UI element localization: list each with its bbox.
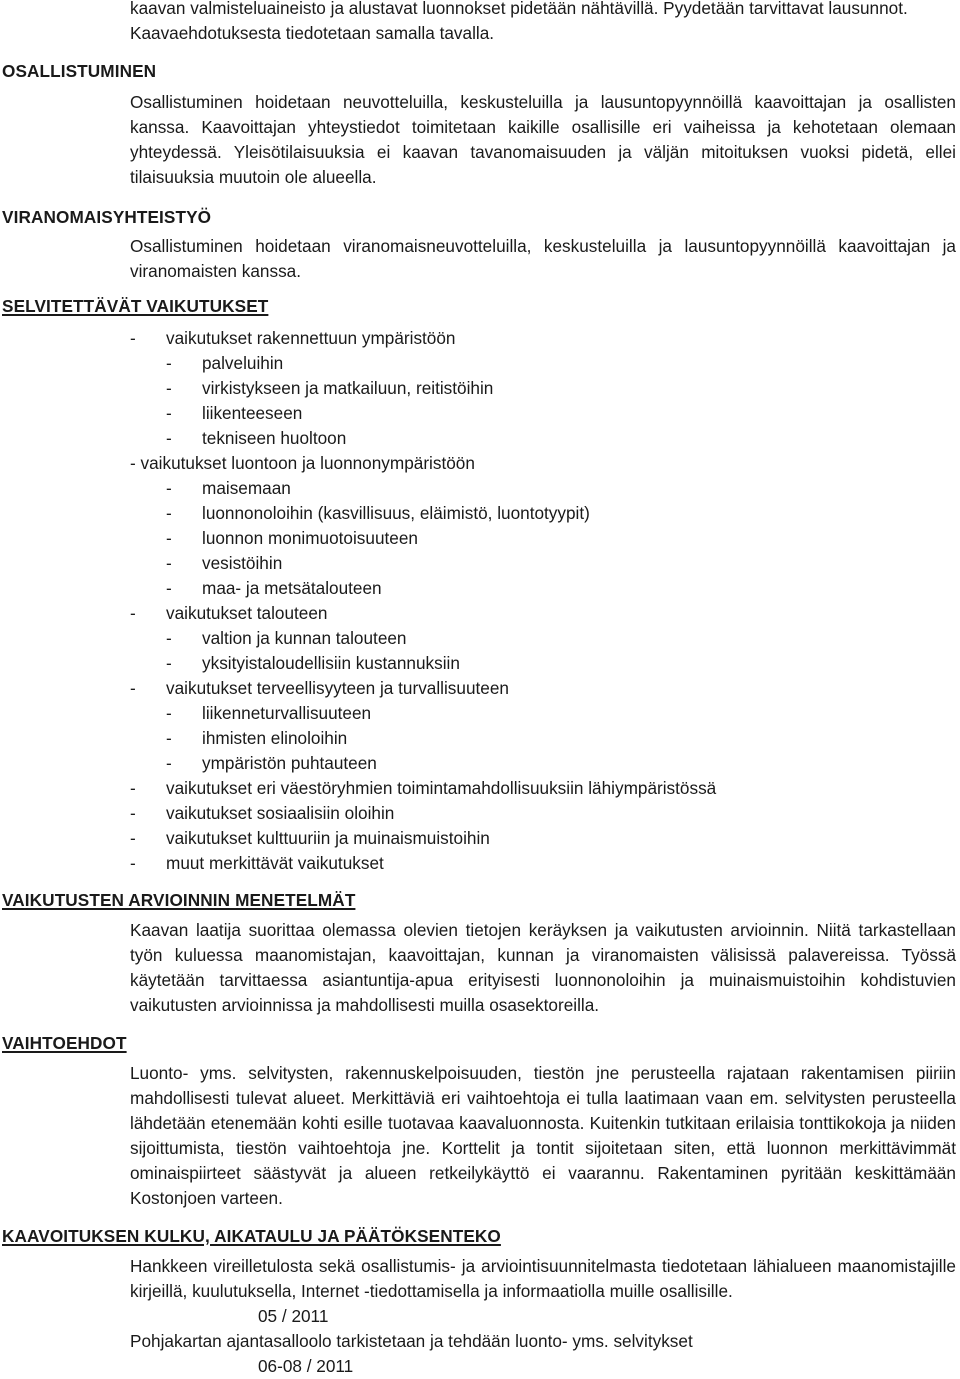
paragraph-arvioinnin-menetelmat: Kaavan laatija suorittaa olemassa olevien tietojen keräyksen ja vaikutusten arvioinnin. Niitä tarkastellaan työn kuluessa maanomistajan, kaavoittajan, kunnan ja viranomaisten välisissä palavereissa. Työssä käytetään tarvittaessa asiantuntija-apua erityisesti luonnonoloihin ja muinaismuistoihin kohdistuvien vaikutusten arvioinnissa ja mahdollisesti muilla osasektoreilla. xyxy=(130,920,956,1015)
list-item-text: ympäristön puhtauteen xyxy=(202,753,377,773)
list-item-text: maisemaan xyxy=(202,478,291,498)
list-bullet: - xyxy=(166,553,172,573)
list-item-text: maa- ja metsätalouteen xyxy=(202,578,382,598)
list-bullet: - xyxy=(166,353,172,373)
list-bullet: - xyxy=(166,753,172,773)
list-bullet: - xyxy=(130,678,136,698)
heading-osallistuminen: OSALLISTUMINEN xyxy=(2,61,157,81)
list-item-text: tekniseen huoltoon xyxy=(202,428,347,448)
list-bullet: - xyxy=(166,428,172,448)
list-item-text: vaikutukset talouteen xyxy=(166,603,328,623)
list-bullet: - xyxy=(130,853,136,873)
list-bullet: - xyxy=(166,528,172,548)
list-bullet: - xyxy=(130,603,136,623)
schedule-date-2: 06-08 / 2011 xyxy=(258,1356,354,1376)
list-bullet: - xyxy=(166,653,172,673)
heading-arvioinnin-menetelmat: VAIKUTUSTEN ARVIOINNIN MENETELMÄT xyxy=(2,890,356,910)
list-item-text: vaikutukset eri väestöryhmien toimintamahdollisuuksiin lähiympäristössä xyxy=(166,778,717,798)
list-item-text: palveluihin xyxy=(202,353,284,373)
list-item-text: yksityistaloudellisiin kustannuksiin xyxy=(202,653,460,673)
heading-selvitettavat-vaikutukset: SELVITETTÄVÄT VAIKUTUKSET xyxy=(2,296,269,316)
list-item-text: vaikutukset kulttuuriin ja muinaismuistoihin xyxy=(166,828,490,848)
list-item-text: vaikutukset terveellisyyteen ja turvallisuuteen xyxy=(166,678,509,698)
schedule-date-1: 05 / 2011 xyxy=(258,1306,329,1326)
list-item-text: luonnon monimuotoisuuteen xyxy=(202,528,418,548)
list-bullet: - xyxy=(166,478,172,498)
list-item-text: vaikutukset rakennettuun ympäristöön xyxy=(166,328,456,348)
schedule-step-1: Pohjakartan ajantasalloolo tarkistetaan ja tehdään luonto- yms. selvitykset xyxy=(130,1331,693,1351)
list-item-text: liikenneturvallisuuteen xyxy=(202,703,372,723)
intro-line-1: kaavan valmisteluaineisto ja alustavat luonnokset pidetään nähtävillä. Pyydetään tarvittavat lausunnot. xyxy=(130,0,908,18)
list-item-text: ihmisten elinoloihin xyxy=(202,728,348,748)
list-item-text: virkistykseen ja matkailuun, reitistöihin xyxy=(202,378,494,398)
list-bullet: - xyxy=(166,728,172,748)
heading-kaavoituksen-kulku: KAAVOITUKSEN KULKU, AIKATAULU JA PÄÄTÖKSENTEKO xyxy=(2,1226,501,1246)
intro-line-2: Kaavaehdotuksesta tiedotetaan samalla tavalla. xyxy=(130,23,495,43)
list-bullet: - xyxy=(130,803,136,823)
paragraph-osallistuminen: Osallistuminen hoidetaan neuvotteluilla, keskusteluilla ja lausuntopyynnöillä kaavoittajan ja osallisten kanssa. Kaavoittajan yhteystiedot toimitetaan kaikille osallisille eri vaiheissa ja kehotetaan olemaan yhteydessä. Yleisötilaisuuksia ei kaavan tavanomaisuuden ja väljän mitoituksen vuoksi pidetä, ellei tilaisuuksia muutoin ole alueella. xyxy=(130,92,956,187)
heading-viranomaisyhteistyo: VIRANOMAISYHTEISTYÖ xyxy=(2,207,212,227)
paragraph-kaavoituksen-kulku: Hankkeen vireilletulosta sekä osallistumis- ja arviointisuunnitelmasta tiedotetaan lähialueen maanomistajille kirjeillä, kuulutuksella, Internet -tiedottamisella ja informaatiolla muille osallisille. xyxy=(130,1256,956,1301)
paragraph-vaihtoehdot: Luonto- yms. selvitysten, rakennuskelpoisuuden, tiestön jne perusteella rajataan rakentamisen piiriin mahdollisesti tulevat alueet. Merkittäviä eri vaihtoehtoja ei tulla laatimaan vaan em. selvitysten perusteella lähdetään etenemään kohti esille tuotavaa kaavaluonnosta. Kuitenkin tutkitaan erilaisia tonttikokoja ja niiden sijoittumista, tiestön vaihtoehtoja jne. Korttelit ja tontit sijoitetaan siten, että luonnon merkittävimmät ominaispiirteet säästyvät ja alueen retkeilykäyttö ei vaarannu. Rakentaminen pyritään keskittämään Kostonjoen varteen. xyxy=(130,1063,956,1208)
list-bullet: - xyxy=(166,578,172,598)
list-item-text: vesistöihin xyxy=(202,553,283,573)
list-item-text: luonnonoloihin (kasvillisuus, eläimistö, luontotyypit) xyxy=(202,503,590,523)
heading-vaihtoehdot: VAIHTOEHDOT xyxy=(2,1033,127,1053)
list-bullet: - xyxy=(130,328,136,348)
list-bullet: - xyxy=(130,828,136,848)
list-item-text: valtion ja kunnan talouteen xyxy=(202,628,407,648)
list-item-text: - vaikutukset luontoon ja luonnonympäristöön xyxy=(130,453,475,473)
list-bullet: - xyxy=(166,503,172,523)
list-item-text: muut merkittävät vaikutukset xyxy=(166,853,384,873)
list-bullet: - xyxy=(130,778,136,798)
list-item-text: liikenteeseen xyxy=(202,403,303,423)
paragraph-viranomaisyhteistyo: Osallistuminen hoidetaan viranomaisneuvotteluilla, keskusteluilla ja lausuntopyynnöillä kaavoittajan ja viranomaisten kanssa. xyxy=(130,236,956,281)
list-bullet: - xyxy=(166,703,172,723)
list-bullet: - xyxy=(166,403,172,423)
list-bullet: - xyxy=(166,378,172,398)
list-bullet: - xyxy=(166,628,172,648)
list-item-text: vaikutukset sosiaalisiin oloihin xyxy=(166,803,395,823)
